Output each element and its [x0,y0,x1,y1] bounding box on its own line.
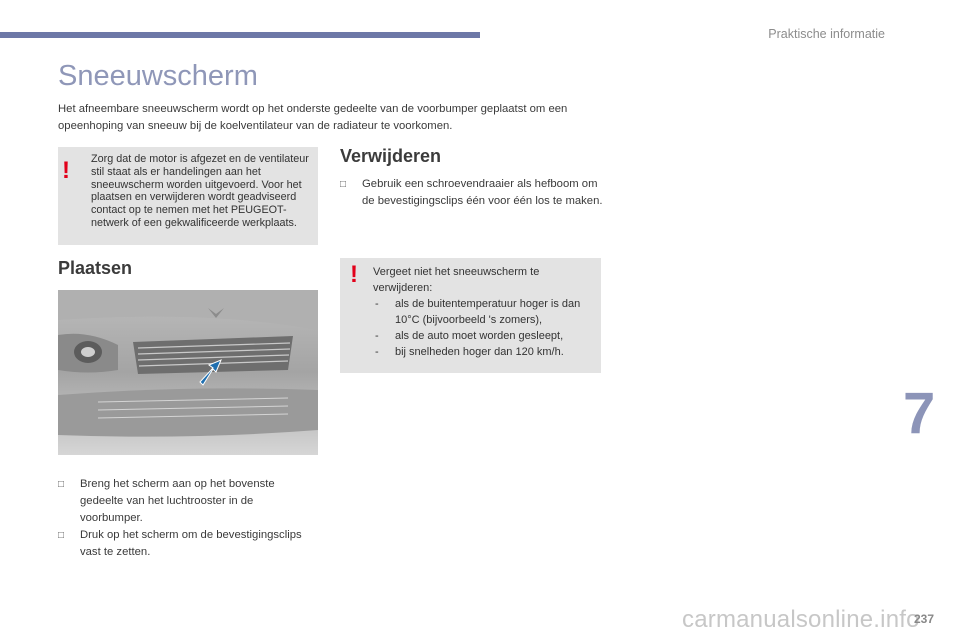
warning-content [373,264,595,360]
list-item: - bij snelheden hoger dan 120 km/h. [375,346,564,358]
watermark: carmanualsonline.info [682,606,920,633]
item-text: als de auto moet worden gesleept, [395,330,564,342]
list-item [58,527,308,561]
section-heading-plaatsen: Plaatsen [58,258,133,278]
verwijderen-steps [340,176,605,210]
warning-intro: Vergeet niet het sneeuwscherm te verwijderen: [373,266,540,294]
top-accent-bar [0,32,480,38]
warning-box-remove [340,258,601,373]
item-text: als de buitentemperatuur hoger is dan 10°C (bijvoorbeeld 's zomers), [395,298,581,326]
square-bullet-icon: □ [58,530,65,541]
list-item [58,476,308,527]
step-text: Breng het scherm aan op het bovenste gedeelte van het luchtrooster in de voorbumper. [80,478,275,524]
item-text: bij snelheden hoger dan 120 km/h. [395,346,564,358]
square-bullet-icon: □ [58,479,65,490]
intro-paragraph: Het afneembare sneeuwscherm wordt op het onderste gedeelte van de voorbumper geplaatst om een opeenhoping van sneeuw bij de koelventilateur van de radiateur te voorkomen. [58,103,568,132]
list-item [340,176,605,210]
section-header: Praktische informatie [768,27,885,41]
list-item: - als de auto moet worden gesleept, [375,330,564,342]
plaatsen-steps [58,476,308,561]
page-title: Sneeuwscherm [58,60,258,92]
step-text: Druk op het scherm om de bevestigingsclips vast te zetten. [80,529,302,558]
chapter-number: 7 [903,381,936,446]
warning-box-safety [58,147,318,245]
exclamation-icon: ! [62,157,70,184]
list-item: - als de buitentemperatuur hoger is dan 10°C (bijvoorbeeld 's zomers), [375,298,581,326]
step-text: Gebruik een schroevendraaier als hefboom om de bevestigingsclips één voor één los te maken. [362,178,603,207]
page-number: 237 [914,612,935,626]
bumper-photo [58,290,318,455]
exclamation-icon: ! [350,261,358,288]
section-heading-verwijderen: Verwijderen [340,146,442,166]
warning-text: Zorg dat de motor is afgezet en de ventilateur stil staat als er handelingen aan het sneeuwscherm worden uitgevoerd. Voor het plaatsen en verwijderen wordt geadviseerd contact op te nemen met het PEUGEOT-netwerk of een gekwalificeerde werkplaats. [91,153,309,229]
square-bullet-icon: □ [340,179,347,190]
